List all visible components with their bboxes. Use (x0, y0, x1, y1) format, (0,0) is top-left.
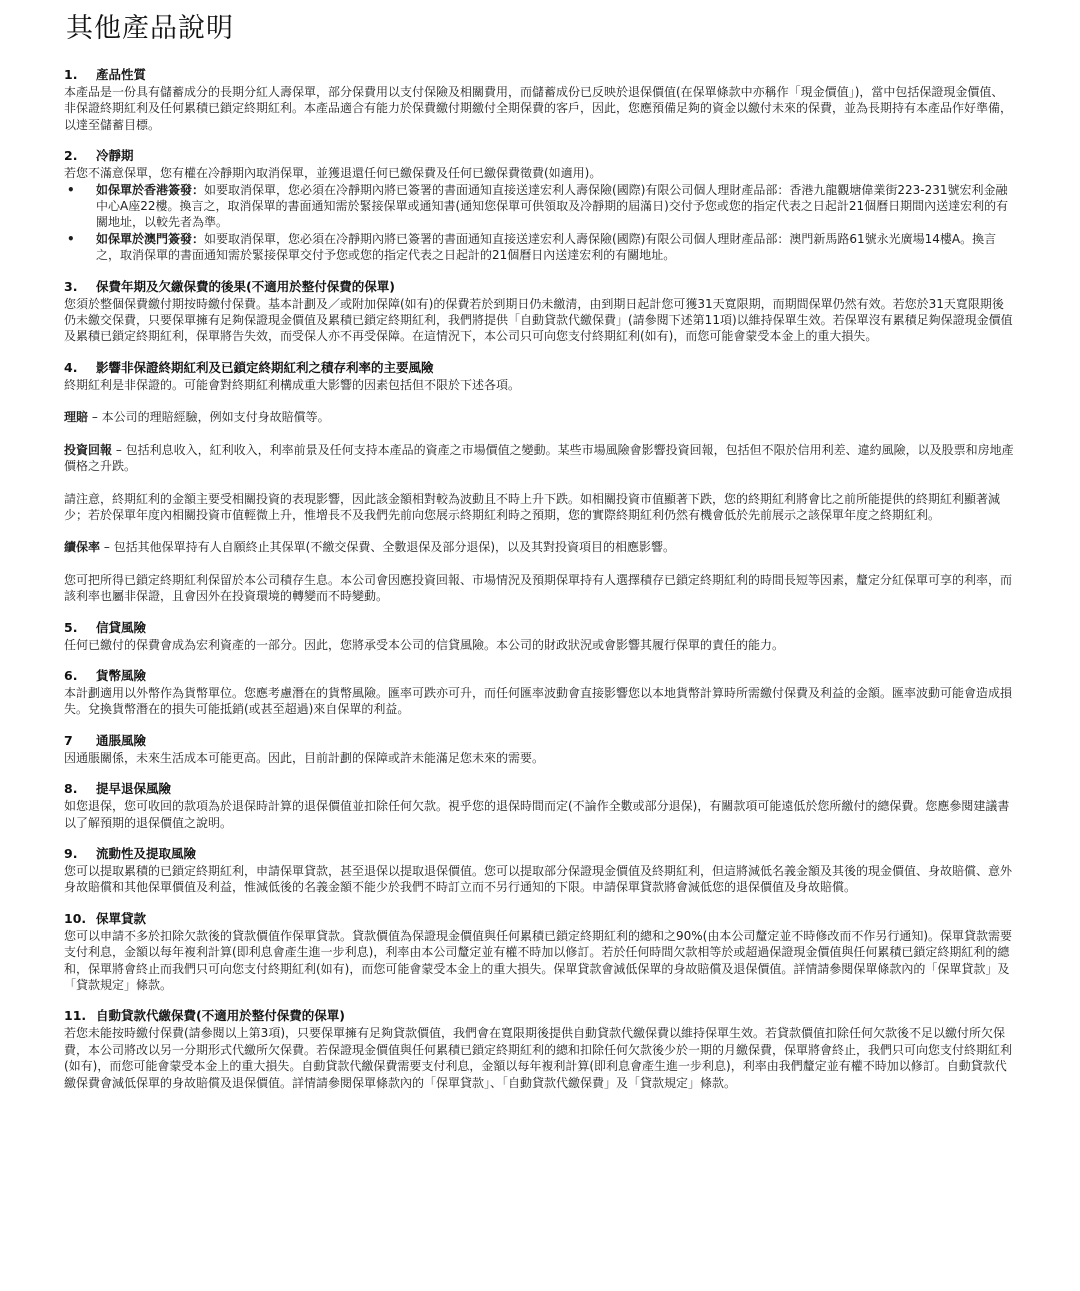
section-heading (64, 780, 1014, 798)
section-liquidity-risk (64, 845, 1014, 896)
persistency-paragraph (64, 539, 1014, 555)
section-product-nature (64, 66, 1014, 133)
persistency-label: 續保率 (64, 540, 101, 555)
section-paragraph: 本產品是一份具有儲蓄成分的長期分紅人壽保單，部分保費用以支付保險及相關費用，而儲蓄成份已反映於退保價值(在保單條款中亦稱作「現金價值」)，當中包括保證現金價值、非保證終期紅利及任何累積已鎖定終期紅利。本產品適合有能力於保費繳付期繳付全期保費的客戶，因此，您應預備足夠的資金以繳付未來的保費，並為長期持有本產品作好準備，以達至儲蓄目標。 (64, 85, 1013, 132)
note-paragraph: 請注意，終期紅利的金額主要受相關投資的表現影響，因此該金額相對較為波動且不時上升下跌。如相關投資市值顯著下跌，您的終期紅利將會比之前所能提供的終期紅利顯著減少；若於保單年度內相關投資市值輕微上升，惟增長不及我們先前向您展示終期紅利時之預期，您的實際終期紅利仍然有機會低於先前展示之該保單年度之終期紅利。 (64, 491, 1001, 522)
section-heading (64, 845, 1014, 863)
section-currency-risk (64, 667, 1014, 718)
section-paragraph: 本計劃適用以外幣作為貨幣單位。您應考慮潛在的貨幣風險。匯率可跌亦可升，而任何匯率波動會直接影響您以本地貨幣計算時所需繳付保費及利益的金額。匯率波動可能會造成損失。兌換貨幣潛在的損失可能抵銷(或甚至超過)來自保單的利益。 (64, 685, 1013, 717)
lock-in-paragraph: 您可把所得已鎖定終期紅利保留於本公司積存生息。本公司會因應投資回報、市場情況及預期保單持有人選擇積存已鎖定終期紅利的時間長短等因素，釐定分紅保單可享的利率，而該利率也屬非保證，且會因外在投資環境的轉變而不時變動。 (64, 572, 1013, 604)
section-title: 產品性質 (96, 67, 147, 82)
bullet-text: 如要取消保單，您必須在冷靜期內將已簽署的書面通知直接送達宏利人壽保險(國際)有限公司個人理財產品部：香港九龍觀塘偉業街223-231號宏利金融中心A座22樓。換言之，取消保單的書面通知需於緊接保單或通知書(通知您保單可供領取及冷靜期的屆滿日)交付予您或您的指定代表之日起計21個曆日期間內送達宏利的有關地址，以較先者為準。 (96, 182, 1009, 230)
section-inflation-risk (64, 732, 1014, 766)
bullet-list (64, 182, 1014, 264)
section-premium-term (64, 278, 1014, 345)
section-heading (64, 147, 1014, 165)
section-bonus-risks (64, 359, 1014, 605)
section-paragraph: 若您不滿意保單，您有權在冷靜期內取消保單，並獲退還任何已繳保費及任何已繳保費徵費(如適用)。 (64, 166, 602, 181)
section-paragraph: 因通脹關係，未來生活成本可能更高。因此，目前計劃的保障或許未能滿足您未來的需要。 (64, 750, 545, 765)
section-number: 6. (64, 667, 78, 683)
section-paragraph: 如您退保，您可收回的款項為於退保時計算的退保價值並扣除任何欠款。視乎您的退保時間而定(不論作全數或部分退保)，有關款項可能遠低於您所繳付的總保費。您應參閱建議書以了解預期的退保價值之說明。 (64, 799, 1010, 830)
claims-label: 理賠 (64, 410, 89, 425)
claims-paragraph (64, 409, 1014, 425)
section-number: 9. (64, 845, 78, 861)
section-paragraph: 若您未能按時繳付保費(請參閱以上第3項)，只要保單擁有足夠貸款價值，我們會在寬限期後提供自動貸款代繳保費以維持保單生效。若貸款價值扣除任何欠款後不足以繳付所欠保費，本公司將改以另一分期形式代繳所欠保費。若保證現金價值與任何累積已鎖定終期紅利的總和扣除任何欠款後少於一期的月繳保費，保單將會終止，我們只可向您支付終期紅利(如有)，而您可能會蒙受本金上的重大損失。自動貸款代繳保費需要支付利息，金額以每年複利計算(即利息會產生進一步利息)，利率由我們釐定並有權不時加以修訂。自動貸款代繳保費會減低保單的身故賠償及退保價值。詳情請參閱保單條款內的「保單貸款」、「自動貸款代繳保費」及「貸款規定」條款。 (64, 1026, 1013, 1090)
bullet-item-macau (64, 231, 1014, 264)
section-heading (64, 619, 1014, 637)
bullet-item-hong-kong (64, 182, 1014, 231)
section-paragraph: 任何已繳付的保費會成為宏利資產的一部分。因此，您將承受本公司的信貸風險。本公司的財政狀況或會影響其履行保單的責任的能力。 (64, 637, 785, 652)
bullet-dot-icon: • (67, 182, 75, 197)
section-title: 自動貸款代繳保費(不適用於整付保費的保單) (96, 1008, 345, 1024)
claims-text: – 本公司的理賠經驗，例如支付身故賠償等。 (88, 410, 330, 425)
section-title: 影響非保證終期紅利及已鎖定終期紅利之積存利率的主要風險 (96, 359, 434, 375)
section-number: 11. (64, 1008, 87, 1024)
bullet-dot-icon: • (67, 231, 75, 246)
section-number: 3. (64, 278, 78, 294)
section-cooling-off (64, 147, 1014, 263)
section-title: 提早退保風險 (96, 781, 172, 797)
section-title: 保費年期及欠繳保費的後果(不適用於整付保費的保單) (96, 278, 395, 294)
section-number: 5. (64, 619, 78, 635)
section-title: 保單貸款 (96, 910, 147, 926)
section-number: 4. (64, 359, 78, 375)
section-paragraph: 終期紅利是非保證的。可能會對終期紅利構成重大影響的因素包括但不限於下述各項。 (64, 377, 521, 392)
section-title: 信貸風險 (96, 619, 147, 635)
section-title: 流動性及提取風險 (96, 845, 197, 861)
section-heading (64, 667, 1014, 685)
investment-label: 投資回報 (64, 442, 113, 457)
section-automatic-premium-loan (64, 1007, 1014, 1091)
section-surrender-risk (64, 780, 1014, 831)
section-heading (64, 66, 1014, 84)
persistency-text: – 包括其他保單持有人自願終止其保單(不繳交保費、全數退保及部分退保)，以及其對投資項目的相應影響。 (100, 540, 676, 555)
investment-paragraph (64, 442, 1014, 475)
document-body (64, 66, 1014, 1091)
section-heading (64, 278, 1014, 296)
section-heading (64, 1007, 1014, 1025)
investment-text: – 包括利息收入，紅利收入，利率前景及任何支持本產品的資產之市場價值之變動。某些市場風險會影響投資回報，包括但不限於信用利差、違約風險，以及股票和房地產價格之升跌。 (64, 442, 1014, 474)
section-paragraph: 您可以提取累積的已鎖定終期紅利，申請保單貸款，甚至退保以提取退保價值。您可以提取部分保證現金價值及終期紅利，但這將減低名義金額及其後的現金價值、身故賠償、意外身故賠償和其他保單價值及利益，惟減低後的名義金額不能少於我們不時訂立而不另行通知的下限。申請保單貸款將會減低您的退保價值及身故賠償。 (64, 863, 1013, 895)
bullet-text: 如要取消保單，您必須在冷靜期內將已簽署的書面通知直接送達宏利人壽保險(國際)有限公司個人理財產品部：澳門新馬路61號永光廣場14樓A。換言之，取消保單的書面通知需於緊接保單交付予您或您的指定代表之日起計的21個曆日內送達宏利的有關地址。 (96, 231, 997, 263)
section-number: 1. (64, 67, 78, 82)
section-credit-risk (64, 619, 1014, 653)
section-title: 通脹風險 (96, 732, 147, 748)
section-number: 8. (64, 781, 78, 797)
section-heading (64, 910, 1014, 928)
bullet-lead: 如保單於澳門簽發： (96, 231, 205, 246)
page-title: 其他產品說明 (66, 13, 234, 44)
section-title: 貨幣風險 (96, 667, 147, 683)
bullet-lead: 如保單於香港簽發： (96, 182, 205, 197)
section-title: 冷靜期 (96, 148, 134, 164)
section-number: 10. (64, 910, 87, 926)
section-paragraph: 您須於整個保費繳付期按時繳付保費。基本計劃及／或附加保障(如有)的保費若於到期日仍未繳清，由到期日起計您可獲31天寬限期，而期間保單仍然有效。若您於31天寬限期後仍未繳交保費，只要保單擁有足夠保證現金價值及累積已鎖定終期紅利，我們將提供「自動貸款代繳保費」(請參閱下述第11項)以維持保單生效。若保單沒有累積足夠保證現金價值及累積已鎖定終期紅利，保單將告失效，而受保人亦不再受保障。在這情況下，本公司只可向您支付終期紅利(如有)，而您可能會蒙受本金上的重大損失。 (64, 296, 1013, 344)
section-heading (64, 732, 1014, 750)
section-policy-loan (64, 910, 1014, 994)
section-heading (64, 359, 1014, 377)
section-paragraph: 您可以申請不多於扣除欠款後的貸款價值作保單貸款。貸款價值為保證現金價值與任何累積已鎖定終期紅利的總和之90%(由本公司釐定並不時修改而不作另行通知)。保單貸款需要支付利息，金額以每年複利計算(即利息會產生進一步利息)，利率由本公司釐定並有權不時加以修訂。若於任何時間欠款相等於或超過保證現金價值與任何累積已鎖定終期紅利的總和，保單將會終止而我們只可向您支付終期紅利(如有)，而您可能會蒙受本金上的重大損失。保單貸款會減低保單的身故賠償及退保價值。詳情請參閱保單條款內的「保單貸款」及「貸款規定」條款。 (64, 928, 1013, 992)
section-number: 7 (64, 732, 73, 748)
section-number: 2. (64, 148, 78, 164)
